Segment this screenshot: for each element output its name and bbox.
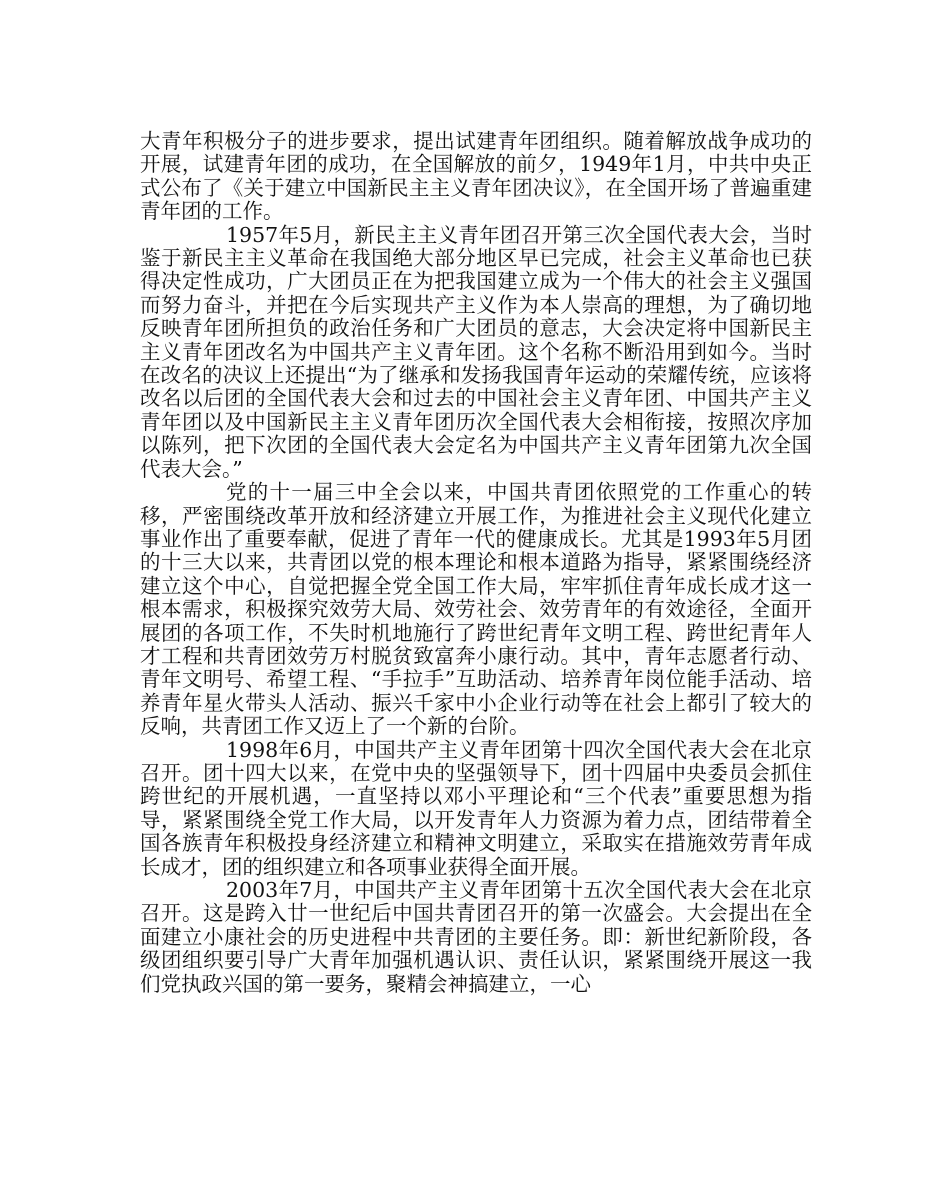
paragraph-1: 大青年积极分子的进步要求，提出试建青年团组织。随着解放战争成功的开展，试建青年团的成功，在全国解放的前夕，1949年1月，中共中央正式公布了《关于建立中国新民主主义青年团决议》，在全国开场了普遍重建青年团的工作。 — [140, 129, 812, 224]
paragraph-5: 2003年7月，中国共产主义青年团第十五次全国代表大会在北京召开。这是跨入廿一世纪后中国共青团召开的第一次盛会。大会提出在全面建立小康社会的历史进程中共青团的主要任务。即：新世纪新阶段，各级团组织要引导广大青年加强机遇认识、责任认识，紧紧围绕开展这一我们党执政兴国的第一要务，聚精会神搞建立，一心 — [140, 878, 812, 996]
paragraph-2: 1957年5月，新民主主义青年团召开第三次全国代表大会，当时鉴于新民主主义革命在我国绝大部分地区早已完成，社会主义革命也已获得决定性成功，广大团员正在为把我国建立成为一个伟大的社会主义强国而努力奋斗，并把在今后实现共产主义作为本人崇高的理想，为了确切地反映青年团所担负的政治任务和广大团员的意志，大会决定将中国新民主主义青年团改名为中国共产主义青年团。这个名称不断沿用到如今。当时在改名的决议上还提出“为了继承和发扬我国青年运动的荣耀传统，应该将改名以后团的全国代表大会和过去的中国社会主义青年团、中国共产主义青年团以及中国新民主主义青年团历次全国代表大会相衔接，按照次序加以陈列，把下次团的全国代表大会定名为中国共产主义青年团第九次全国代表大会。” — [140, 222, 812, 481]
paragraph-4: 1998年6月，中国共产主义青年团第十四次全国代表大会在北京召开。团十四大以来，在党中央的坚强领导下，团十四届中央委员会抓住跨世纪的开展机遇，一直坚持以邓小平理论和“三个代表”重要思想为指导，紧紧围绕全党工作大局，以开发青年人力资源为着力点，团结带着全国各族青年积极投身经济建立和精神文明建立，采取实在措施效劳青年成长成才，团的组织建立和各项事业获得全面开展。 — [140, 737, 812, 879]
document-body — [140, 130, 812, 996]
paragraph-3: 党的十一届三中全会以来，中国共青团依照党的工作重心的转移，严密围绕改革开放和经济建立开展工作，为推进社会主义现代化建立事业作出了重要奉献，促进了青年一代的健康成长。尤其是1993年5月团的十三大以来，共青团以党的根本理论和根本道路为指导，紧紧围绕经济建立这个中心，自觉把握全党全国工作大局，牢牢抓住青年成长成才这一根本需求，积极探究效劳大局、效劳社会、效劳青年的有效途径，全面开展团的各项工作，不失时机地施行了跨世纪青年文明工程、跨世纪青年人才工程和共青团效劳万村脱贫致富奔小康行动。其中，青年志愿者行动、青年文明号、希望工程、“手拉手”互助活动、培养青年岗位能手活动、培养青年星火带头人活动、振兴千家中小企业行动等在社会上都引了较大的反响，共青团工作又迈上了一个新的台阶。 — [140, 480, 812, 739]
